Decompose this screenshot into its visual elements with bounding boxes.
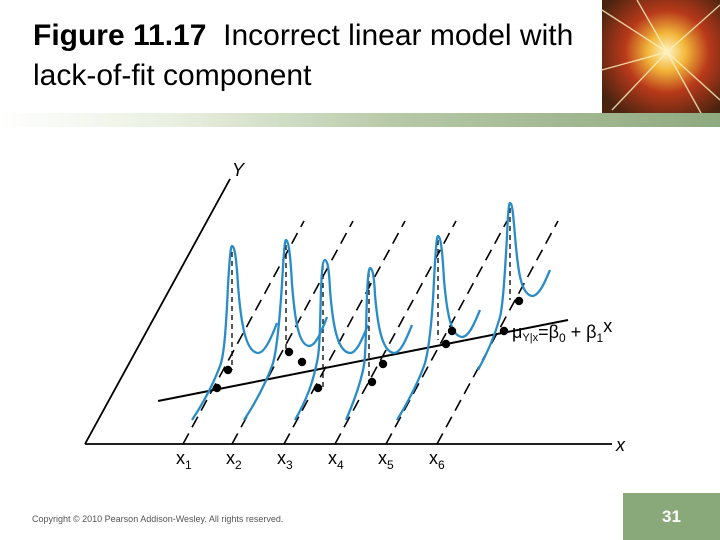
- point: [379, 360, 387, 368]
- point: [224, 366, 232, 374]
- copyright-notice: Copyright © 2010 Pearson Addison-Wesley. All rights reserved.: [32, 514, 284, 524]
- decorative-corner-image: [602, 0, 720, 115]
- density-curve-x1: [192, 246, 277, 420]
- figure-label: Figure 11.17: [33, 19, 207, 52]
- x-tick-label-6: $x_6$: [429, 448, 445, 472]
- equation-mu: μ: [512, 322, 523, 342]
- density-curves: [192, 203, 550, 420]
- data-points: [213, 297, 523, 392]
- x-tick-label-5: $x_5$: [378, 448, 394, 472]
- density-curve-x6: [478, 203, 550, 370]
- point: [442, 340, 450, 348]
- point: [515, 297, 523, 305]
- point: [213, 384, 221, 392]
- point: [500, 327, 508, 335]
- density-curve-x5: [397, 236, 480, 420]
- guide-line-x5: [386, 221, 507, 444]
- lack-of-fit-diagram: [0, 127, 720, 487]
- x-tick-label-3: $x_3$: [277, 448, 293, 472]
- figure-caption: Incorrect linear model with lack-of-fit component: [33, 19, 574, 92]
- point: [298, 358, 306, 366]
- page-number-box: [623, 493, 720, 540]
- x-tick-label-4: $x_4$: [328, 448, 344, 472]
- x-tick-label-2: $x_2$: [226, 448, 242, 472]
- axes: [85, 179, 612, 444]
- point: [368, 378, 376, 386]
- density-curve-x3: [295, 260, 368, 420]
- slide-title: [33, 16, 593, 96]
- x-axis-label: x: [616, 435, 625, 455]
- regression-equation: $\mu Y|x=\beta_0 + \beta_1x$: [512, 316, 613, 345]
- point: [314, 384, 322, 392]
- y-axis-label: Y: [232, 160, 245, 180]
- equation-mu-subscript: Y|x: [522, 332, 539, 344]
- density-curve-x4: [346, 268, 412, 420]
- x-tick-label-1: $x_1$: [176, 448, 192, 472]
- guide-line-x3: [284, 221, 405, 444]
- page-number: 31: [662, 507, 681, 526]
- point: [285, 348, 293, 356]
- x-tick-labels: [176, 448, 445, 472]
- point: [448, 327, 456, 335]
- header-divider-band: [0, 113, 720, 127]
- y-axis-line: [85, 179, 230, 444]
